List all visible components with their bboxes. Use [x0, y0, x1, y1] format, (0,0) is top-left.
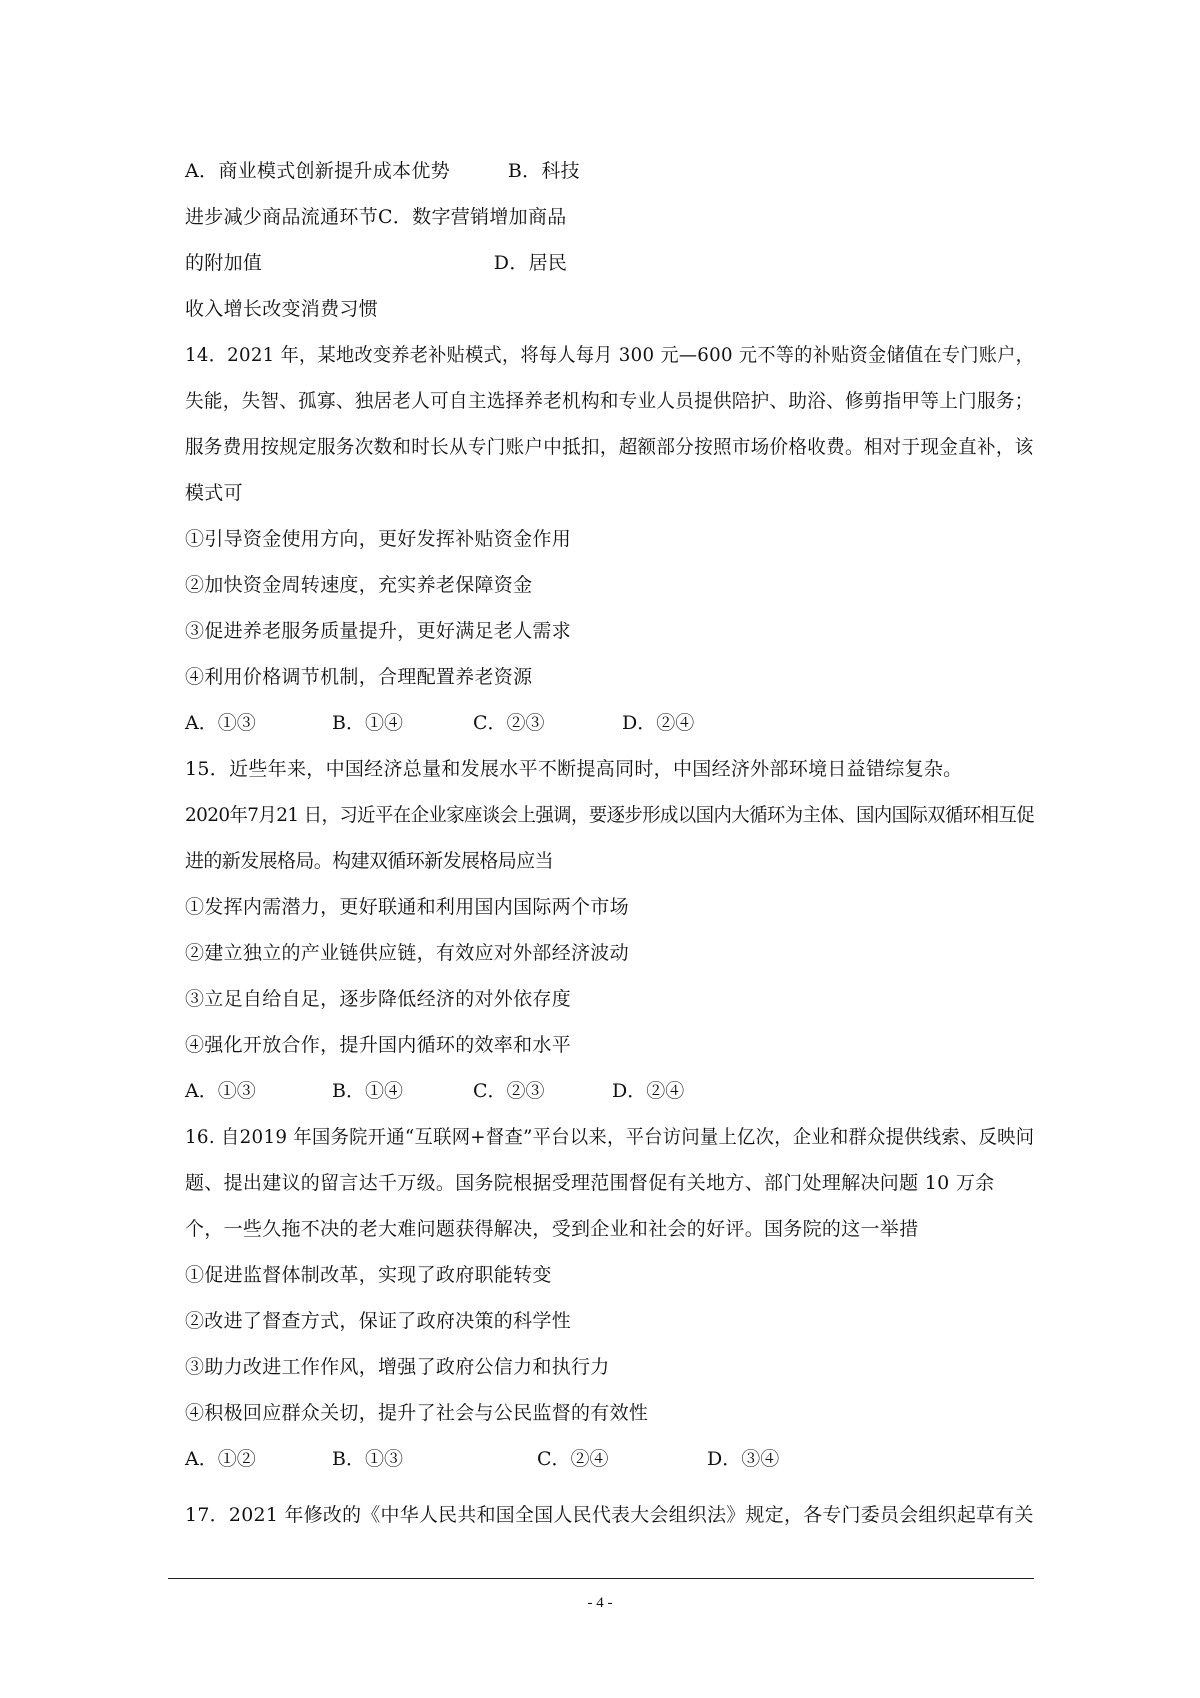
q15-option-b: B．①④ — [332, 1080, 403, 1102]
q14-statement-2: ②加快资金周转速度，充实养老保障资金 — [185, 574, 533, 596]
q14-statement-3: ③促进养老服务质量提升，更好满足老人需求 — [185, 620, 572, 642]
page-number: - 4 - — [587, 1595, 613, 1611]
q15-option-c: C．②③ — [473, 1080, 545, 1102]
q16-option-b: B．①③ — [332, 1448, 403, 1470]
q15-option-d: D．②④ — [612, 1080, 685, 1102]
q14-option-c: C．②③ — [473, 712, 545, 734]
q15-statement-4: ④强化开放合作，提升国内循环的效率和水平 — [185, 1034, 572, 1056]
q16-stem-line-3: 个，一些久拖不决的老大难问题获得解决，受到企业和社会的好评。国务院的这一举措 — [185, 1218, 919, 1240]
q15-stem-line-3: 进的新发展格局。构建双循环新发展格局应当 — [185, 850, 554, 872]
q15-stem-line-2: 2020年7月21 日，习近平在企业家座谈会上强调，要逐步形成以国内大循环为主体、国内国际双循环相互促 — [185, 804, 1035, 826]
q16-option-d: D．③④ — [707, 1448, 780, 1470]
q14-stem-line-2: 失能，失智、孤寡、独居老人可自主选择养老机构和专业人员提供陪护、助浴、修剪指甲等上门服务； — [185, 390, 1034, 412]
footer-divider — [168, 1578, 1034, 1579]
q14-option-b: B．①④ — [332, 712, 403, 734]
q14-option-a: A．①③ — [185, 712, 256, 734]
q15-option-a: A．①③ — [185, 1080, 256, 1102]
q16-statement-4: ④积极回应群众关切，提升了社会与公民监督的有效性 — [185, 1402, 649, 1424]
q15-statement-3: ③立足自给自足，逐步降低经济的对外依存度 — [185, 988, 572, 1010]
q13-option-line-1: A．商业模式创新提升成本优势 B．科技 — [185, 160, 580, 182]
q17-stem-line-1: 17．2021 年修改的《中华人民共和国全国人民代表大会组织法》规定，各专门委员会组织起草有关 — [185, 1504, 1034, 1526]
q16-statement-2: ②改进了督查方式，保证了政府决策的科学性 — [185, 1310, 572, 1332]
q14-stem-line-4: 模式可 — [185, 482, 243, 504]
q16-option-c: C．②④ — [537, 1448, 609, 1470]
q16-stem-line-2: 题、提出建议的留言达千万级。国务院根据受理范围督促有关地方、部门处理解决问题 10 万余 — [185, 1172, 995, 1194]
q16-option-a: A．①② — [185, 1448, 256, 1470]
q15-stem-line-1: 15．近些年来，中国经济总量和发展水平不断提高同时，中国经济外部环境日益错综复杂。 — [185, 758, 963, 780]
q16-stem-line-1: 16. 自2019 年国务院开通“互联网+督查”平台以来，平台访问量上亿次，企业和群众提供线索、反映问 — [185, 1126, 1035, 1148]
q14-option-d: D．②④ — [622, 712, 695, 734]
q15-statement-2: ②建立独立的产业链供应链，有效应对外部经济波动 — [185, 942, 629, 964]
q14-statement-4: ④利用价格调节机制，合理配置养老资源 — [185, 666, 533, 688]
q14-stem-line-3: 服务费用按规定服务次数和时长从专门账户中抵扣，超额部分按照市场价格收费。相对于现金直补，该 — [185, 436, 1034, 458]
q15-statement-1: ①发挥内需潜力，更好联通和利用国内国际两个市场 — [185, 896, 629, 918]
q16-statement-3: ③助力改进工作作风，增强了政府公信力和执行力 — [185, 1356, 610, 1378]
q16-statement-1: ①促进监督体制改革，实现了政府职能转变 — [185, 1264, 552, 1286]
q14-statement-1: ①引导资金使用方向，更好发挥补贴资金作用 — [185, 528, 572, 550]
q13-option-line-3: 的附加值 D．居民 — [185, 252, 568, 274]
q14-stem-line-1: 14．2021 年，某地改变养老补贴模式，将每人每月 300 元—600 元不等的补贴资金储值在专门账户， — [185, 344, 1035, 366]
q13-option-line-4: 收入增长改变消费习惯 — [185, 298, 379, 320]
q13-option-line-2: 进步减少商品流通环节C．数字营销增加商品 — [185, 206, 567, 228]
